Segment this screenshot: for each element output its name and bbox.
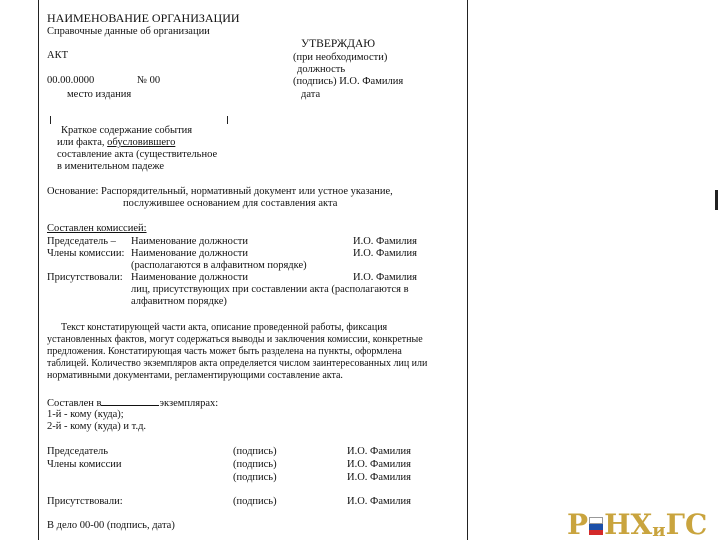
copies-line-1-start: Составлен в — [47, 398, 102, 409]
document-date: 00.00.0000 — [47, 75, 95, 86]
file-note: В дело 00-00 (подпись, дата) — [47, 520, 175, 531]
logo-letter-r: Р — [567, 508, 589, 541]
summary-line-2-prefix: или факта, — [57, 137, 105, 148]
sig-chair-sign: (подпись) — [233, 446, 277, 457]
present-note-1: лиц, присутствующих при составлении акта (располагаются в — [131, 284, 409, 295]
sig-chair-name: И.О. Фамилия — [347, 446, 411, 457]
sig-member-1-name: И.О. Фамилия — [347, 459, 411, 470]
chair-position: Наименование должности — [131, 236, 248, 247]
basis-line-2: послужившее основанием для составления акта — [123, 198, 338, 209]
body-line-4: таблицей. Количество экземпляров акта определяется числом заинтересованных лиц или — [47, 358, 428, 369]
document-number: № 00 — [137, 75, 161, 86]
document-type: АКТ — [47, 50, 68, 61]
org-reference: Справочные данные об организации — [47, 26, 210, 37]
present-note-2: алфавитном порядке) — [131, 296, 227, 307]
copies-line-1-end: экземплярах: — [159, 398, 219, 409]
logo-letters-gs: ГС — [665, 508, 708, 541]
sig-member-2-sign: (подпись) — [233, 472, 277, 483]
approve-position: должность — [297, 64, 346, 75]
present-position: Наименование должности — [131, 272, 248, 283]
russian-flag-icon — [589, 517, 603, 535]
approve-date: дата — [301, 89, 321, 100]
summary-line-4: в именительном падеже — [57, 161, 165, 172]
summary-line-3: составление акта (существительное — [57, 149, 218, 160]
basis-line-1: Основание: Распорядительный, нормативный документ или устное указание, — [47, 186, 393, 197]
members-note: (располагаются в алфавитном порядке) — [131, 260, 307, 271]
sig-chair-label: Председатель — [47, 446, 109, 457]
members-label: Члены комиссии: — [47, 248, 125, 259]
body-line-1: Текст констатирующей части акта, описание проведенной работы, фиксация — [61, 322, 388, 333]
copies-line-2: 1-й - кому (куда); — [47, 409, 124, 420]
approve-signature: (подпись) И.О. Фамилия — [293, 76, 404, 87]
sig-members-label: Члены комиссии — [47, 459, 122, 470]
bracket-right — [227, 116, 228, 124]
copies-count-blank — [101, 396, 159, 406]
sig-present-sign: (подпись) — [233, 496, 277, 507]
body-line-5: нормативными документами, регламентирующими составление акта. — [47, 370, 343, 381]
sig-present-name: И.О. Фамилия — [347, 496, 411, 507]
chair-label: Председатель – — [47, 236, 116, 247]
approve-line-1: (при необходимости) — [293, 52, 388, 63]
sig-member-1-sign: (подпись) — [233, 459, 277, 470]
copies-line-3: 2-й - кому (куда) и т.д. — [47, 421, 147, 432]
sig-present-label: Присутствовали: — [47, 496, 123, 507]
sig-member-2-name: И.О. Фамилия — [347, 472, 411, 483]
bracket-left — [50, 116, 51, 124]
org-name: НАИМЕНОВАНИЕ ОРГАНИЗАЦИИ — [47, 11, 240, 25]
logo-letters-nkh: НХ — [604, 508, 653, 541]
body-line-3: предложения. Констатирующая часть может быть разделена на пункты, оформлена — [47, 346, 402, 357]
page-edge-mark — [715, 190, 718, 210]
chair-name: И.О. Фамилия — [353, 236, 417, 247]
commission-heading: Составлен комиссией: — [47, 223, 147, 234]
present-label: Присутствовали: — [47, 272, 123, 283]
members-position: Наименование должности — [131, 248, 248, 259]
summary-line-1: Краткое содержание события — [61, 125, 193, 136]
summary-line-2 — [57, 137, 175, 149]
members-name: И.О. Фамилия — [353, 248, 417, 259]
body-line-2: установленных фактов, могут содержаться выводы и заключения комиссии, конкретные — [47, 334, 423, 345]
logo-letter-i: и — [652, 520, 666, 541]
document-page — [38, 0, 468, 540]
present-name: И.О. Фамилия — [353, 272, 417, 283]
summary-line-2-underlined: обусловившего — [107, 137, 176, 148]
approve-title: УТВЕРЖДАЮ — [301, 38, 376, 50]
copies-line-1 — [47, 396, 218, 410]
place-of-issue: место издания — [67, 89, 132, 100]
ranepa-logo — [567, 505, 707, 541]
